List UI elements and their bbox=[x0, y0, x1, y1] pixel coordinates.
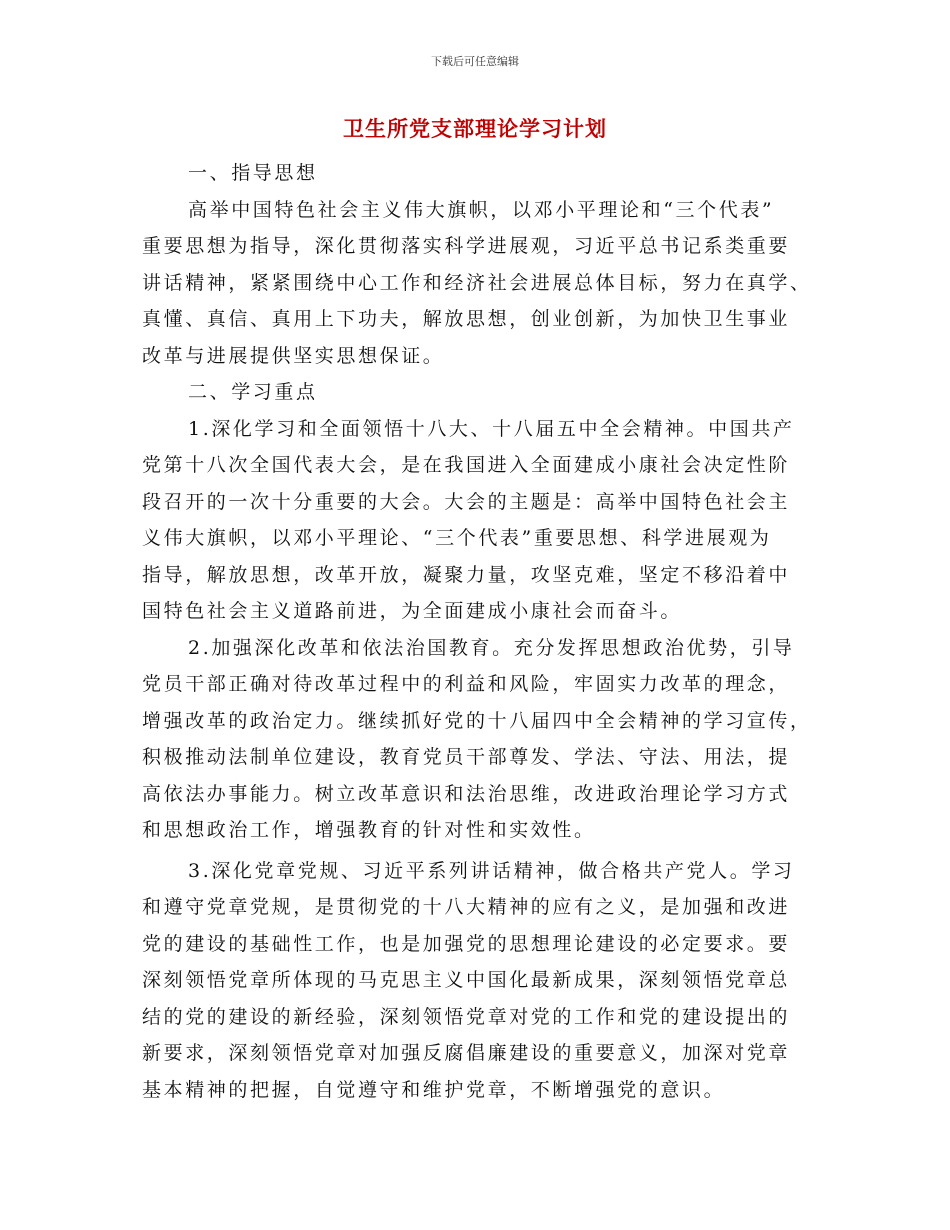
text-line: 基本精神的把握，自觉遵守和维护党章，不断增强党的意识。 bbox=[142, 1078, 726, 1101]
text-line: 一、指导思想 bbox=[188, 162, 318, 184]
text-line: 二、学习重点 bbox=[188, 381, 318, 403]
text-line: 改革与进展提供坚实思想保证。 bbox=[142, 344, 445, 367]
header-note: 下载后可任意编辑 bbox=[431, 55, 519, 68]
text-line: 高依法办事能力。树立改革意识和法治思维，改进政治理论学习方式 bbox=[142, 782, 791, 805]
paragraph bbox=[142, 192, 810, 375]
text-line: 积极推动法制单位建设，教育党员干部尊发、学法、守法、用法，提 bbox=[142, 746, 791, 768]
text-line: 指导，解放思想，改革开放，凝聚力量，攻坚克难，坚定不移沿着中 bbox=[142, 563, 791, 586]
text-line: 国特色社会主义道路前进，为全面建成小康社会而奋斗。 bbox=[142, 600, 683, 622]
text-line: 重要思想为指导，深化贯彻落实科学进展观，习近平总书记系类重要 bbox=[142, 235, 791, 257]
paragraph bbox=[142, 630, 810, 849]
paragraph bbox=[142, 411, 810, 630]
text-line: 结的党的建设的新经验，深刻领悟党章对党的工作和党的建设提出的 bbox=[142, 1005, 791, 1028]
text-line: 段召开的一次十分重要的大会。大会的主题是：高举中国特色社会主 bbox=[142, 490, 791, 513]
document-title: 卫生所党支部理论学习计划 bbox=[343, 116, 607, 141]
paragraph bbox=[142, 853, 810, 1109]
paragraph bbox=[142, 155, 810, 192]
text-line: 深刻领悟党章所体现的马克思主义中国化最新成果，深刻领悟党章总 bbox=[142, 969, 791, 991]
text-line: 2.加强深化改革和依法治国教育。充分发挥思想政治优势，引导 bbox=[188, 636, 795, 659]
text-line: 党的建设的基础性工作，也是加强党的思想理论建设的必定要求。要 bbox=[142, 932, 791, 955]
text-line: 高举中国特色社会主义伟大旗帜，以邓小平理论和“三个代表” bbox=[188, 198, 775, 221]
text-line: 义伟大旗帜，以邓小平理论、“三个代表”重要思想、科学进展观为 bbox=[142, 527, 772, 549]
text-line: 讲话精神，紧紧围绕中心工作和经济社会进展总体目标，努力在真学、 bbox=[142, 271, 812, 294]
text-line: 和遵守党章党规，是贯彻党的十八大精神的应有之义，是加强和改进 bbox=[142, 896, 791, 918]
document-body bbox=[142, 155, 810, 1108]
text-line: 增强改革的政治定力。继续抓好党的十八届四中全会精神的学习宣传， bbox=[142, 709, 812, 732]
text-line: 党员干部正确对待改革过程中的利益和风险，牢固实力改革的理念， bbox=[142, 673, 791, 695]
paragraph bbox=[142, 374, 810, 411]
text-line: 新要求，深刻领悟党章对加强反腐倡廉建设的重要意义，加深对党章 bbox=[142, 1042, 791, 1064]
text-line: 3.深化党章党规、习近平系列讲话精神，做合格共产党人。学习 bbox=[188, 859, 795, 882]
text-line: 1.深化学习和全面领悟十八大、十八届五中全会精神。中国共产 bbox=[188, 417, 795, 440]
text-line: 和思想政治工作，增强教育的针对性和实效性。 bbox=[142, 819, 596, 841]
text-line: 真懂、真信、真用上下功夫，解放思想，创业创新，为加快卫生事业 bbox=[142, 308, 791, 330]
text-line: 党第十八次全国代表大会，是在我国进入全面建成小康社会决定性阶 bbox=[142, 454, 791, 476]
